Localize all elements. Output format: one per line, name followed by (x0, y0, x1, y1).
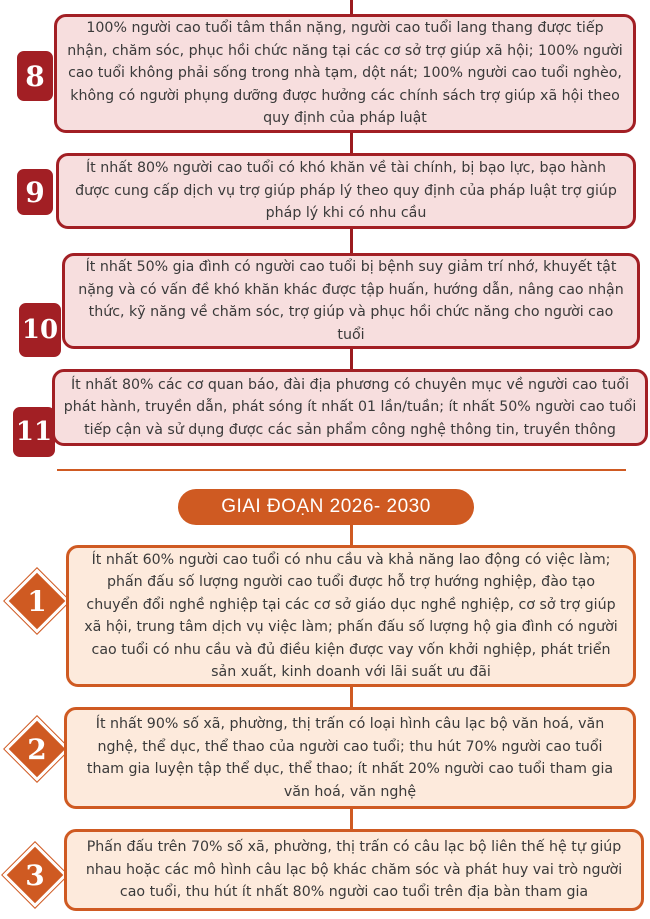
target-text: Phấn đấu trên 70% số xã, phường, thị trấn có câu lạc bộ liên thế hệ tự giúp nhau hoặc các mô hình câu lạc bộ khác chăm sóc và phát huy vai trò người cao tuổi, thu hút ít nhất 80% người cao tuổi trên địa bàn tham gia (85, 839, 623, 901)
target-number-badge (14, 166, 56, 218)
target-card (62, 253, 640, 349)
timeline-line (350, 0, 353, 14)
target-number: 8 (25, 59, 45, 93)
target-number: 2 (27, 732, 47, 766)
target-text: Ít nhất 90% số xã, phường, thị trấn có loại hình câu lạc bộ văn hoá, văn nghệ, thể dục, thể thao của người cao tuổi; thu hút 70% người cao tuổi tham gia luyện tập thể dục, thể thao; ít nhất 20% người cao tuổi tham gia văn hoá, văn nghệ (86, 716, 614, 800)
section-divider (57, 469, 626, 471)
target-number-badge (10, 404, 58, 460)
target-card (64, 829, 644, 911)
timeline-line (350, 229, 353, 253)
target-number-badge (14, 48, 56, 104)
target-text: Ít nhất 50% gia đình có người cao tuổi bị bệnh suy giảm trí nhớ, khuyết tật nặng và có vấn đề khó khăn khác được tập huấn, hướng dẫn, nâng cao nhận thức, kỹ năng về chăm sóc, trợ giúp và phục hồi chức năng cho người cao tuổi (78, 259, 624, 343)
timeline-line (350, 809, 353, 829)
target-card (64, 707, 636, 809)
target-text: Ít nhất 80% các cơ quan báo, đài địa phương có chuyên mục về người cao tuổi phát hành, truyền dẫn, phát sóng ít nhất 01 lần/tuần; ít nhất 50% người cao tuổi tiếp cận và sử dụng được các sản phẩm công nghệ thông tin, truyền thông (63, 376, 637, 438)
phase-heading (178, 489, 474, 525)
target-number: 9 (25, 175, 45, 209)
target-number: 11 (15, 417, 53, 447)
target-card (66, 545, 636, 687)
timeline-line (350, 525, 353, 545)
target-text: Ít nhất 80% người cao tuổi có khó khăn về tài chính, bị bạo lực, bạo hành được cung cấp dịch vụ trợ giúp pháp lý theo quy định của pháp luật trợ giúp pháp lý khi có nhu cầu (75, 160, 617, 222)
phase-title: GIAI ĐOẠN 2026- 2030 (221, 496, 431, 517)
target-text: 100% người cao tuổi tâm thần nặng, người cao tuổi lang thang được tiếp nhận, chăm sóc, phục hồi chức năng tại các cơ sở trợ giúp xã hội; 100% người cao tuổi không phải sống trong nhà tạm, dột nát; 100% người cao tuổi nghèo, không có người phụng dưỡng được hưởng các chính sách trợ giúp xã hội theo quy định của pháp luật (67, 20, 623, 127)
target-number: 3 (25, 858, 45, 892)
target-number-badge (16, 300, 64, 360)
target-number: 1 (27, 584, 47, 618)
target-card (52, 369, 648, 446)
timeline-line (350, 349, 353, 369)
target-text: Ít nhất 60% người cao tuổi có nhu cầu và khả năng lao động có việc làm; phấn đấu số lượng người cao tuổi được hỗ trợ hướng nghiệp, đào tạo chuyển đổi nghề nghiệp tại các cơ sở giáo dục nghề nghiệp, cơ sở trợ giúp xã hội, trung tâm dịch vụ việc làm; phấn đấu số lượng hộ gia đình có người cao tuổi có nhu cầu và đủ điều kiện được vay vốn khởi nghiệp, phát triển sản xuất, kinh doanh với lãi suất ưu đãi (84, 551, 618, 680)
target-card (54, 14, 636, 133)
target-number: 10 (21, 315, 59, 345)
target-card (56, 153, 636, 229)
timeline-line (350, 687, 353, 707)
timeline-line (350, 133, 353, 153)
